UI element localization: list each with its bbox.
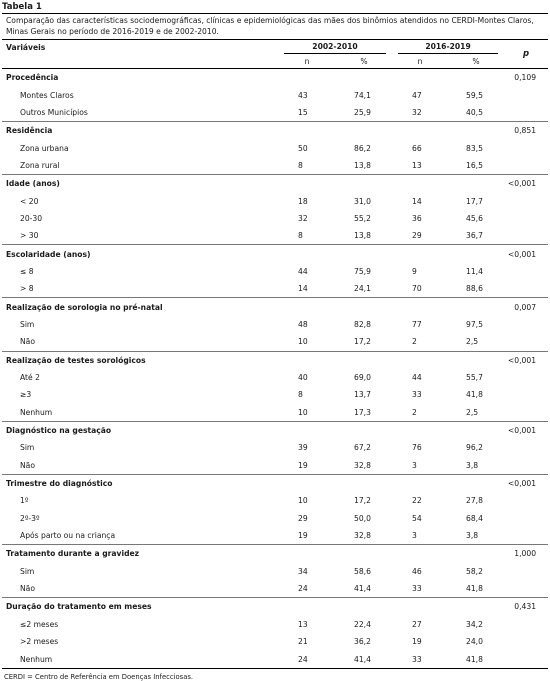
row-label: Nenhum (20, 407, 53, 417)
p-value: 0,431 (504, 598, 548, 616)
n-2016-2019: 3 (412, 460, 417, 470)
empty-cell (392, 421, 448, 439)
n-2016-2019: 33 (412, 584, 422, 594)
empty-cell (504, 386, 548, 403)
empty-cell (448, 474, 504, 492)
empty-cell (504, 563, 548, 580)
section-header-row (2, 298, 548, 316)
percent-2016-2019: 2,5 (466, 407, 479, 417)
percent-2002-2010: 82,8 (354, 319, 371, 329)
n-2002-2010: 19 (298, 460, 308, 470)
section-header-row (2, 474, 548, 492)
n-2016-2019: 22 (412, 496, 422, 506)
n-2016-2019: 3 (412, 531, 417, 541)
empty-cell (278, 545, 336, 563)
empty-cell (278, 351, 336, 369)
empty-cell (504, 139, 548, 156)
percent-2002-2010: 13,7 (354, 390, 371, 400)
table-label: Tabela 1 (2, 2, 42, 12)
data-table (2, 40, 548, 669)
n-2016-2019: 27 (412, 619, 422, 629)
p-value: <0,001 (504, 245, 548, 263)
header-row-subcolumns (2, 55, 548, 69)
empty-cell (448, 351, 504, 369)
percent-2002-2010: 24,1 (354, 284, 371, 294)
section-header-row (2, 245, 548, 263)
empty-cell (278, 69, 336, 87)
n-2002-2010: 18 (298, 196, 308, 206)
header-variables: Variáveis (6, 43, 46, 52)
table-row (2, 333, 548, 351)
section-name: Tratamento durante a gravidez (2, 545, 278, 563)
percent-2016-2019: 58,2 (466, 566, 483, 576)
empty-cell (278, 474, 336, 492)
p-value: <0,001 (504, 474, 548, 492)
empty-cell (504, 616, 548, 633)
header-n-1: n (304, 57, 310, 66)
section-name: Trimestre do diagnóstico (2, 474, 278, 492)
header-p-value: p (522, 49, 530, 59)
row-label: ≤ 8 (20, 266, 34, 276)
empty-cell (392, 598, 448, 616)
table-row (2, 439, 548, 456)
empty-cell (392, 245, 448, 263)
row-label: > 8 (20, 284, 34, 294)
empty-cell (504, 404, 548, 422)
empty-cell (448, 598, 504, 616)
percent-2002-2010: 32,8 (354, 460, 371, 470)
n-2016-2019: 29 (412, 231, 422, 241)
n-2016-2019: 77 (412, 319, 422, 329)
section-header-row (2, 545, 548, 563)
percent-2002-2010: 67,2 (354, 443, 371, 453)
header-period-2-label: 2016-2019 (398, 42, 498, 54)
header-spacer (2, 55, 278, 69)
percent-2002-2010: 22,4 (354, 619, 371, 629)
empty-cell (336, 122, 392, 140)
section-header-row (2, 351, 548, 369)
row-label: Zona rural (20, 160, 60, 170)
n-2016-2019: 14 (412, 196, 422, 206)
p-value: 0,851 (504, 122, 548, 140)
table-row (2, 192, 548, 209)
empty-cell (504, 192, 548, 209)
p-value: 0,007 (504, 298, 548, 316)
row-label: Outros Municípios (20, 107, 88, 117)
percent-2002-2010: 13,8 (354, 231, 371, 241)
empty-cell (448, 175, 504, 193)
n-2016-2019: 76 (412, 443, 422, 453)
percent-2016-2019: 3,8 (466, 531, 479, 541)
table-caption: Comparação das características sociodemográficas, clínicas e epidemiológicas das mães dos binômios atendidos no CERDI-Montes Claros, Minas Gerais no período de 2016-2019 e de 2002-2010. (6, 16, 534, 36)
empty-cell (504, 280, 548, 298)
n-2002-2010: 40 (298, 373, 308, 383)
n-2016-2019: 54 (412, 513, 422, 523)
n-2016-2019: 66 (412, 143, 422, 153)
empty-cell (504, 510, 548, 527)
table-row (2, 527, 548, 545)
row-label: ≤2 meses (20, 619, 59, 629)
table-row (2, 104, 548, 122)
percent-2016-2019: 68,4 (466, 513, 483, 523)
n-2016-2019: 2 (412, 407, 417, 417)
section-header-row (2, 122, 548, 140)
empty-cell (278, 175, 336, 193)
empty-cell (392, 69, 448, 87)
p-value: 0,109 (514, 73, 537, 83)
section-name: Procedência (6, 73, 59, 83)
n-2002-2010: 8 (298, 160, 303, 170)
percent-2002-2010: 86,2 (354, 143, 371, 153)
section-name: Realização de testes sorológicos (2, 351, 278, 369)
percent-2016-2019: 55,7 (466, 373, 483, 383)
table-footnote: CERDI = Centro de Referência em Doenças Infecciosas. (4, 672, 194, 681)
table-row (2, 633, 548, 650)
p-value: <0,001 (504, 421, 548, 439)
percent-2016-2019: 3,8 (466, 460, 479, 470)
empty-cell (504, 439, 548, 456)
header-row-groups (2, 40, 548, 55)
empty-cell (336, 69, 392, 87)
table-row (2, 86, 548, 103)
empty-cell (336, 175, 392, 193)
empty-cell (504, 104, 548, 122)
table-row (2, 316, 548, 333)
percent-2016-2019: 40,5 (466, 107, 483, 117)
n-2002-2010: 29 (298, 513, 308, 523)
table-container (2, 0, 548, 681)
empty-cell (448, 298, 504, 316)
table-row (2, 263, 548, 280)
row-label: 1º (20, 496, 29, 506)
p-value: 1,000 (504, 545, 548, 563)
n-2002-2010: 14 (298, 284, 308, 294)
percent-2002-2010: 41,4 (354, 584, 371, 594)
empty-cell (504, 333, 548, 351)
p-value: <0,001 (504, 175, 548, 193)
percent-2002-2010: 50,0 (354, 513, 371, 523)
n-2002-2010: 24 (298, 584, 308, 594)
empty-cell (448, 69, 504, 87)
percent-2002-2010: 17,2 (354, 496, 371, 506)
percent-2002-2010: 36,2 (354, 637, 371, 647)
table-row (2, 650, 548, 668)
table-row (2, 139, 548, 156)
percent-2016-2019: 96,2 (466, 443, 483, 453)
row-label: Não (20, 460, 35, 470)
percent-2002-2010: 32,8 (354, 531, 371, 541)
n-2002-2010: 44 (298, 266, 308, 276)
empty-cell (392, 122, 448, 140)
n-2016-2019: 32 (412, 107, 422, 117)
n-2002-2010: 48 (298, 319, 308, 329)
empty-cell (448, 122, 504, 140)
row-label: Sim (20, 566, 35, 576)
empty-cell (336, 545, 392, 563)
percent-2016-2019: 41,8 (448, 650, 504, 668)
row-label: Montes Claros (20, 90, 74, 100)
section-header-row (2, 175, 548, 193)
n-2016-2019: 46 (412, 566, 422, 576)
n-2016-2019: 33 (412, 390, 422, 400)
percent-2002-2010: 74,1 (354, 90, 371, 100)
empty-cell (278, 122, 336, 140)
n-2002-2010: 24 (278, 650, 336, 668)
percent-2016-2019: 16,5 (466, 160, 483, 170)
n-2002-2010: 39 (298, 443, 308, 453)
header-period-2016-2019 (392, 40, 504, 55)
table-row (2, 563, 548, 580)
empty-cell (504, 227, 548, 245)
percent-2016-2019: 88,6 (466, 284, 483, 294)
row-label: Sim (20, 443, 35, 453)
header-percent-2: % (472, 57, 480, 66)
empty-cell (448, 421, 504, 439)
n-2002-2010: 8 (298, 231, 303, 241)
empty-cell (504, 210, 548, 227)
empty-cell (392, 474, 448, 492)
n-2002-2010: 21 (298, 637, 308, 647)
n-2002-2010: 32 (298, 213, 308, 223)
table-row (2, 369, 548, 386)
n-2002-2010: 8 (298, 390, 303, 400)
table-row (2, 280, 548, 298)
empty-cell (278, 298, 336, 316)
percent-2016-2019: 36,7 (466, 231, 483, 241)
percent-2002-2010: 17,2 (354, 337, 371, 347)
percent-2002-2010: 41,4 (336, 650, 392, 668)
table-row (2, 210, 548, 227)
row-label: Zona urbana (20, 143, 69, 153)
header-period-1-label: 2002-2010 (284, 42, 386, 54)
section-name: Escolaridade (anos) (2, 245, 278, 263)
row-label: ≥3 (20, 390, 32, 400)
empty-cell (504, 316, 548, 333)
percent-2002-2010: 69,0 (354, 373, 371, 383)
empty-cell (504, 492, 548, 509)
row-label: Nenhum (2, 650, 278, 668)
row-label: < 20 (20, 196, 39, 206)
empty-cell (504, 527, 548, 545)
n-2002-2010: 13 (298, 619, 308, 629)
n-2002-2010: 15 (298, 107, 308, 117)
n-2016-2019: 47 (412, 90, 422, 100)
empty-cell (336, 245, 392, 263)
n-2002-2010: 50 (298, 143, 308, 153)
percent-2016-2019: 59,5 (466, 90, 483, 100)
n-2016-2019: 70 (412, 284, 422, 294)
n-2016-2019: 33 (392, 650, 448, 668)
empty-cell (448, 545, 504, 563)
empty-cell (392, 351, 448, 369)
percent-2002-2010: 58,6 (354, 566, 371, 576)
table-row (2, 616, 548, 633)
percent-2016-2019: 34,2 (466, 619, 483, 629)
row-label: Até 2 (20, 373, 40, 383)
empty-cell (504, 457, 548, 475)
n-2002-2010: 34 (298, 566, 308, 576)
row-label: Não (20, 584, 35, 594)
percent-2016-2019: 41,8 (466, 584, 483, 594)
empty-cell (336, 421, 392, 439)
header-percent-1: % (360, 57, 368, 66)
empty-cell (448, 245, 504, 263)
table-row (2, 157, 548, 175)
empty-cell (278, 245, 336, 263)
table-row (2, 386, 548, 403)
section-header-row (2, 69, 548, 87)
n-2016-2019: 9 (412, 266, 417, 276)
percent-2002-2010: 17,3 (354, 407, 371, 417)
n-2016-2019: 2 (412, 337, 417, 347)
n-2016-2019: 36 (412, 213, 422, 223)
section-name: Duração do tratamento em meses (2, 598, 278, 616)
n-2002-2010: 10 (298, 496, 308, 506)
table-row (2, 580, 548, 598)
empty-cell (336, 474, 392, 492)
n-2016-2019: 44 (412, 373, 422, 383)
empty-cell (504, 157, 548, 175)
empty-cell (392, 298, 448, 316)
row-label: Não (20, 337, 35, 347)
empty-cell (392, 175, 448, 193)
p-value: <0,001 (504, 351, 548, 369)
percent-2016-2019: 45,6 (466, 213, 483, 223)
section-header-row (2, 598, 548, 616)
row-label: 2º-3º (20, 513, 40, 523)
n-2002-2010: 10 (298, 337, 308, 347)
header-n-2: n (417, 57, 423, 66)
header-period-2002-2010 (278, 40, 392, 55)
percent-2002-2010: 13,8 (354, 160, 371, 170)
empty-cell (336, 298, 392, 316)
n-2002-2010: 43 (298, 90, 308, 100)
percent-2016-2019: 11,4 (466, 266, 483, 276)
section-header-row (2, 421, 548, 439)
empty-cell (504, 650, 548, 668)
table-row (2, 457, 548, 475)
section-name: Diagnóstico na gestação (2, 421, 278, 439)
percent-2016-2019: 2,5 (466, 337, 479, 347)
empty-cell (504, 633, 548, 650)
row-label: Após parto ou na criança (20, 531, 116, 541)
table-row (2, 510, 548, 527)
row-label: >2 meses (20, 637, 59, 647)
percent-2016-2019: 27,8 (466, 496, 483, 506)
table-row (2, 492, 548, 509)
empty-cell (278, 598, 336, 616)
section-name: Idade (anos) (2, 175, 278, 193)
percent-2002-2010: 75,9 (354, 266, 371, 276)
n-2002-2010: 19 (298, 531, 308, 541)
empty-cell (504, 86, 548, 103)
percent-2016-2019: 24,0 (466, 637, 483, 647)
row-label: 20-30 (20, 213, 43, 223)
percent-2016-2019: 17,7 (466, 196, 483, 206)
empty-cell (278, 421, 336, 439)
n-2016-2019: 19 (412, 637, 422, 647)
row-label: > 30 (20, 231, 39, 241)
table-row (2, 227, 548, 245)
percent-2002-2010: 55,2 (354, 213, 371, 223)
n-2016-2019: 13 (412, 160, 422, 170)
empty-cell (336, 351, 392, 369)
percent-2016-2019: 97,5 (466, 319, 483, 329)
table-row (2, 404, 548, 422)
empty-cell (336, 598, 392, 616)
empty-cell (504, 369, 548, 386)
table-body (2, 69, 548, 669)
section-name: Realização de sorologia no pré-natal (2, 298, 278, 316)
percent-2016-2019: 83,5 (466, 143, 483, 153)
section-name: Residência (2, 122, 278, 140)
percent-2016-2019: 41,8 (466, 390, 483, 400)
empty-cell (392, 545, 448, 563)
percent-2002-2010: 25,9 (354, 107, 371, 117)
percent-2002-2010: 31,0 (354, 196, 371, 206)
row-label: Sim (20, 319, 35, 329)
empty-cell (504, 580, 548, 598)
empty-cell (504, 263, 548, 280)
n-2002-2010: 10 (298, 407, 308, 417)
